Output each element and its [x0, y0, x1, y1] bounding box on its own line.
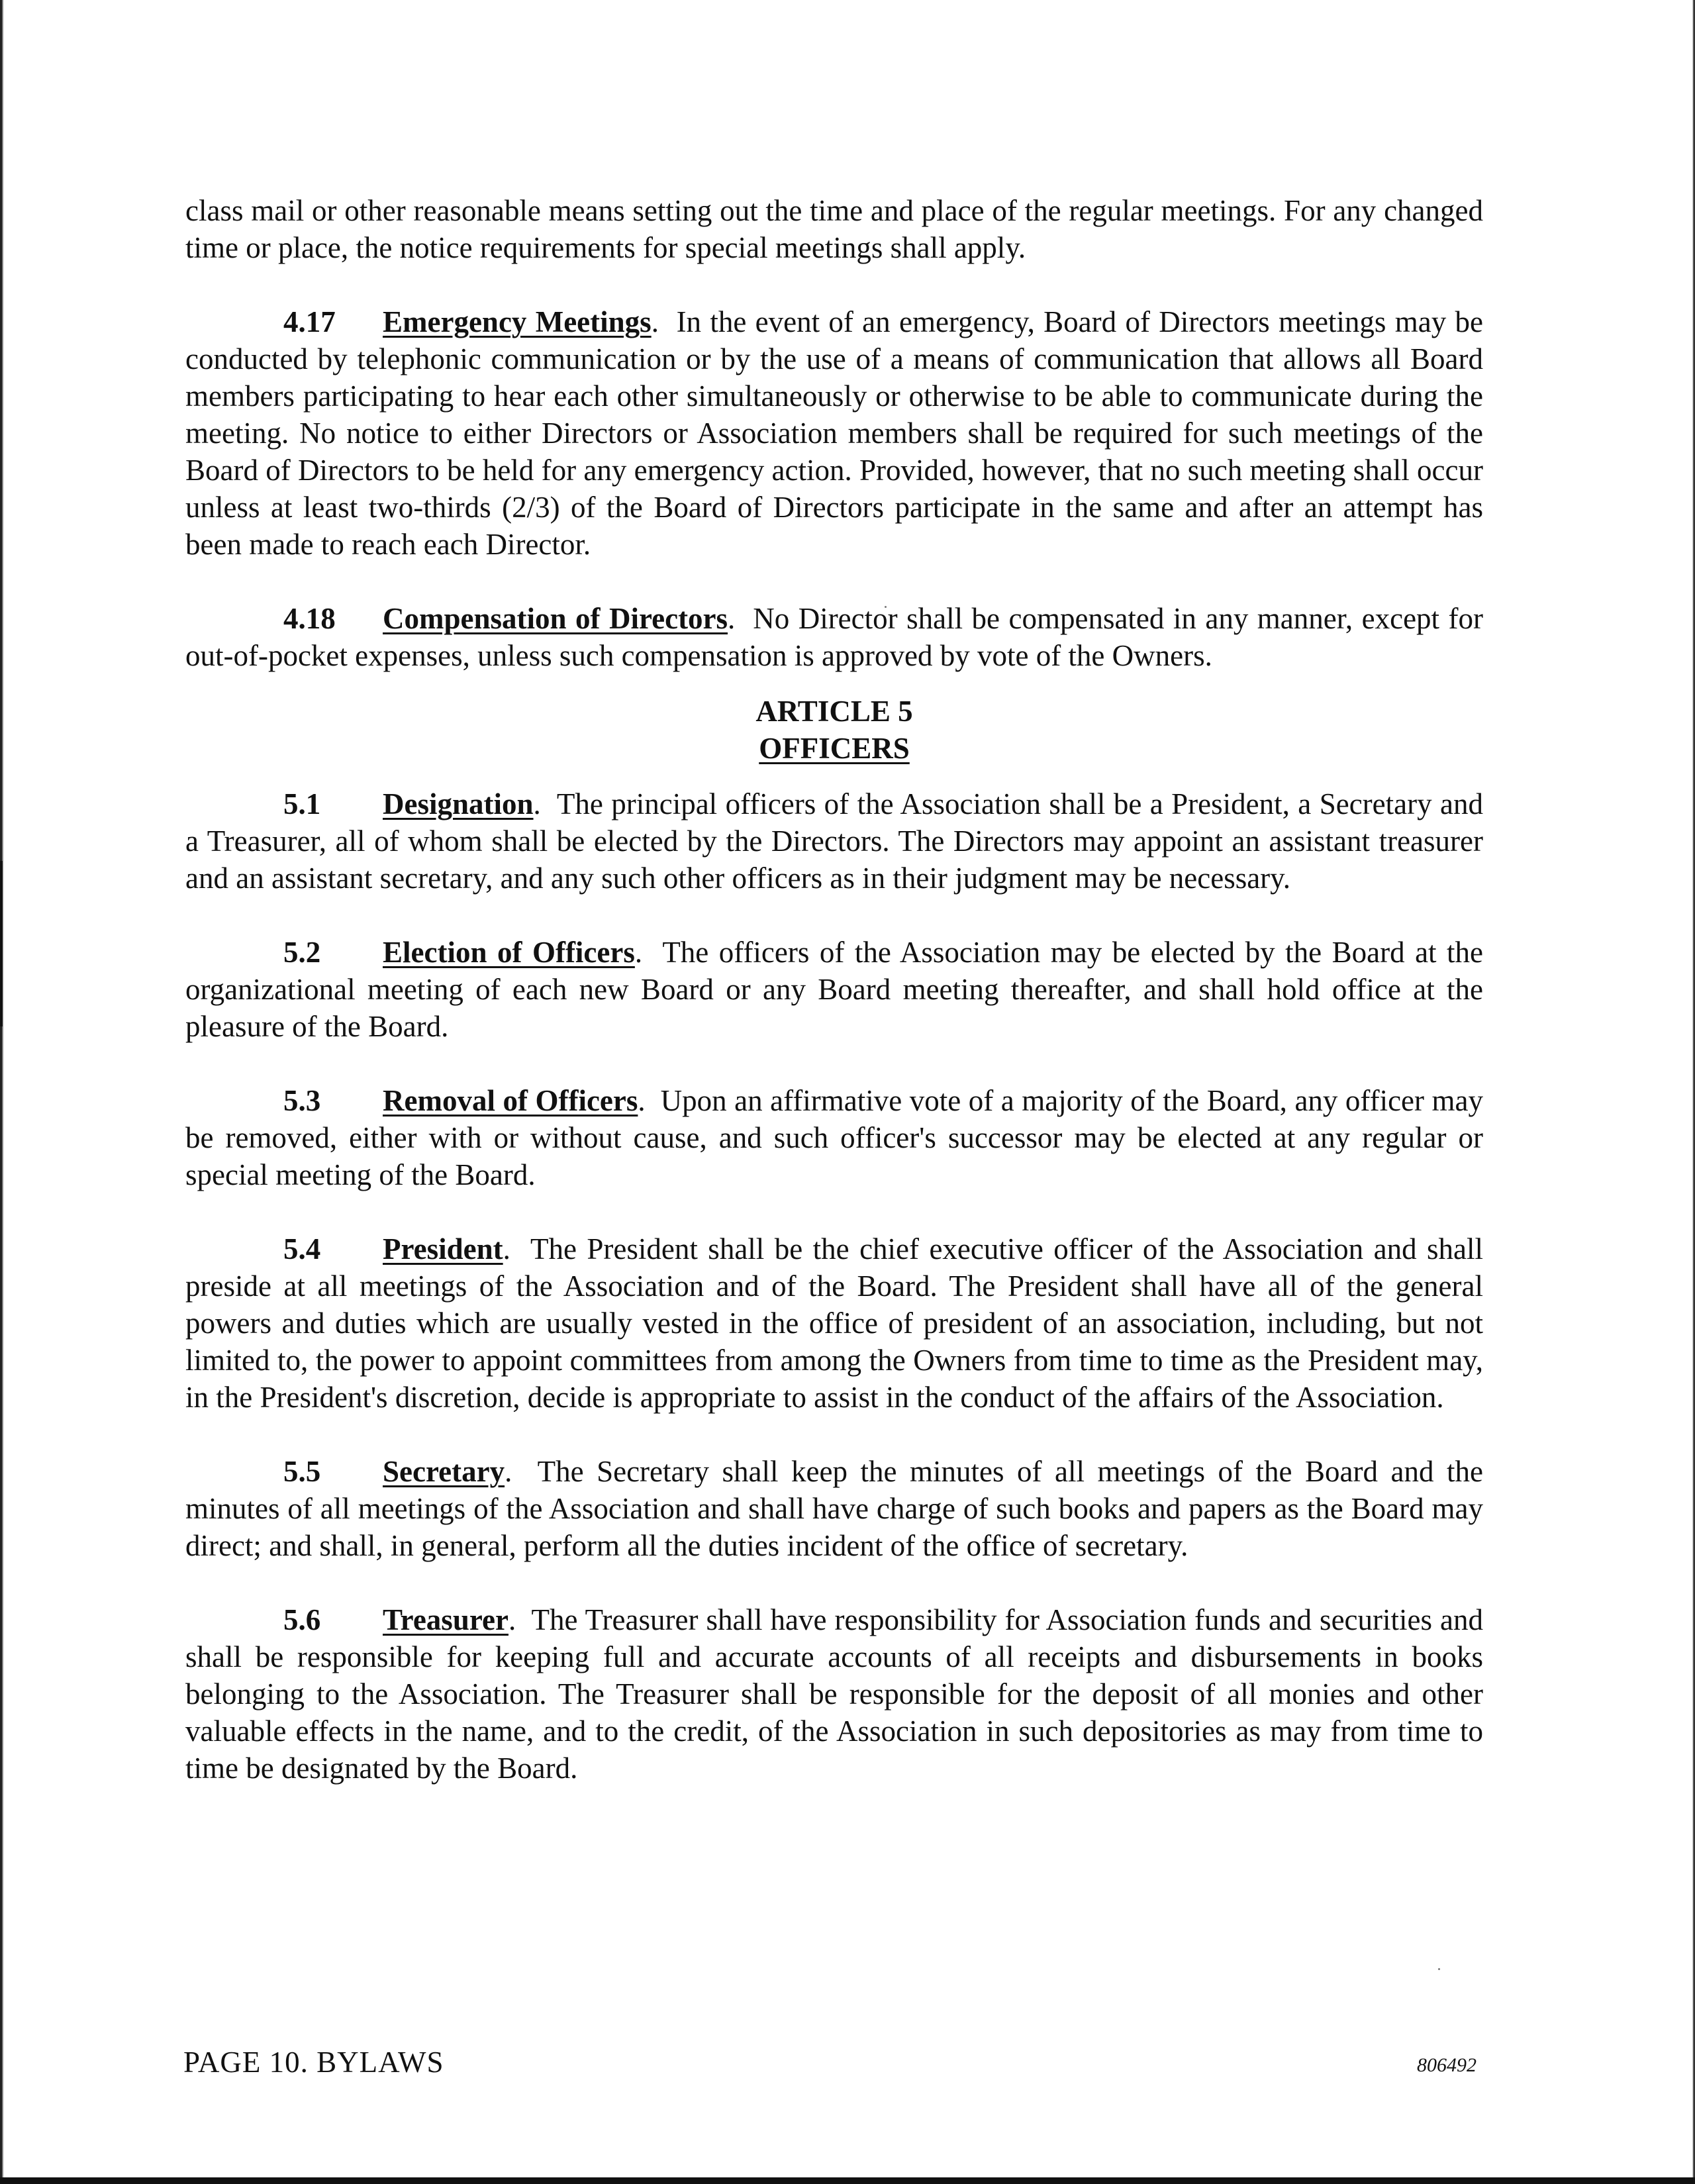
section-text: The Treasurer shall have responsibility for Association funds and securities and shall be responsible for keeping full and accurate accounts of all receipts and disbursements in books belonging to the Association. The Treasurer shall be responsible for the deposit of all monies and other valuable effects in the name, and to the credit, of the Association in such depositories as may from time to time be designated by the Board. — [185, 1603, 1483, 1785]
footer-document-id: 806492 — [1417, 2054, 1477, 2076]
section-heading: Treasurer — [383, 1603, 508, 1636]
section-heading: Election of Officers — [383, 936, 635, 969]
scan-edge-right — [1692, 0, 1695, 2179]
section-text: The President shall be the chief executive officer of the Association and shall preside at all meetings of the Association and of the Board. The President shall have all of the general powers and duties which are usually vested in the office of president of an association, including, but not limited to, the power to appoint committees from among the Owners from time to time as the President may, in the President's discretion, decide is appropriate to assist in the conduct of the affairs of the Association. — [185, 1232, 1484, 1414]
document-page — [185, 192, 1483, 1787]
section-5-5: 5.5 Secretary. The Secretary shall keep the minutes of all meetings of the Board and the minutes of all meetings of the Association and shall have charge of such books and papers as the Board may direct; and shall, in general, perform all the duties incident of the office of secretary. — [185, 1453, 1483, 1564]
section-heading: Secretary — [383, 1455, 505, 1488]
section-number: 4.17 — [283, 305, 336, 338]
footer-page-label: PAGE 10. BYLAWS — [183, 2046, 444, 2079]
section-text: The officers of the Association may be elected by the Board at the organizational meeting of each new Board or any Board meeting thereafter, and shall hold office at the pleasure of the Board. — [185, 936, 1484, 1043]
section-5-2: 5.2 Election of Officers. The officers of the Association may be elected by the Board at the organizational meeting of each new Board or any Board meeting thereafter, and shall hold office at the pleasure of the Board. — [185, 934, 1483, 1045]
section-5-1: 5.1 Designation. The principal officers of the Association shall be a President, a Secretary and a Treasurer, all of whom shall be elected by the Directors. The Directors may appoint an assistant treasurer and an assistant secretary, and any such other officers as in their judgment may be necessary. — [185, 785, 1483, 897]
section-5-3: 5.3 Removal of Officers. Upon an affirmative vote of a majority of the Board, any officer may be removed, either with or without cause, and such officer's successor may be elected at any regular or special meeting of the Board. — [185, 1082, 1483, 1193]
section-heading: Compensation of Directors — [383, 602, 728, 635]
section-heading: Emergency Meetings — [383, 305, 652, 338]
continued-paragraph: class mail or other reasonable means setting out the time and place of the regular meetings. For any changed time or place, the notice requirements for special meetings shall apply. — [185, 194, 1483, 264]
scan-edge-mark — [0, 861, 3, 1026]
section-text: In the event of an emergency, Board of Directors meetings may be conducted by telephonic communication or by the use of a means of communication that allows all Board members participating to hear each other simultaneously or otherwise to be able to communicate during the meeting. No notice to either Directors or Association members shall be required for such meetings of the Board of Directors to be held for any emergency action. Provided, however, that no such meeting shall occur unless at least two-thirds (2/3) of the Board of Directors participate in the same and after an attempt has been made to reach each Director. — [185, 305, 1484, 561]
scan-edge-left — [0, 0, 4, 2179]
section-4-18: 4.18 Compensation of Directors. No Director shall be compensated in any manner, except for out-of-pocket expenses, unless such compensation is approved by vote of the Owners. — [185, 600, 1483, 674]
section-4-17: 4.17 Emergency Meetings. In the event of an emergency, Board of Directors meetings may be conducted by telephonic communication or by the use of a means of communication that allows all Board members participating to hear each other simultaneously or otherwise to be able to communicate during the meeting. No notice to either Directors or Association members shall be required for such meetings of the Board of Directors to be held for any emergency action. Provided, however, that no such meeting shall occur unless at least two-thirds (2/3) of the Board of Directors participate in the same and after an attempt has been made to reach each Director. — [185, 303, 1483, 563]
article-heading — [185, 693, 1483, 767]
section-number: 5.4 — [283, 1232, 321, 1266]
section-number: 5.6 — [283, 1603, 321, 1636]
section-5-4: 5.4 President. The President shall be the chief executive officer of the Association and shall preside at all meetings of the Association and of the Board. The President shall have all of the general powers and duties which are usually vested in the office of president of an association, including, but not limited to, the power to appoint committees from among the Owners from time to time as the President may, in the President's discretion, decide is appropriate to assist in the conduct of the affairs of the Association. — [185, 1230, 1483, 1416]
article-title: OFFICERS — [759, 732, 910, 765]
section-heading: Designation — [383, 787, 534, 820]
section-text: Upon an affirmative vote of a majority of the Board, any officer may be removed, either with or without cause, and such officer's successor may be elected at any regular or special meeting of the Board. — [185, 1084, 1484, 1191]
section-5-6: 5.6 Treasurer. The Treasurer shall have responsibility for Association funds and securities and shall be responsible for keeping full and accurate accounts of all receipts and disbursements in books belonging to the Association. The Treasurer shall be responsible for the deposit of all monies and other valuable effects in the name, and to the credit, of the Association in such depositories as may from time to time be designated by the Board. — [185, 1601, 1483, 1787]
scan-speck — [1438, 1968, 1440, 1970]
article-number: ARTICLE 5 — [755, 695, 913, 728]
section-number: 4.18 — [283, 602, 336, 635]
scan-edge-bottom — [0, 2177, 1695, 2184]
section-text: The principal officers of the Association shall be a President, a Secretary and a Treasurer, all of whom shall be elected by the Directors. The Directors may appoint an assistant treasurer and an assistant secretary, and any such other officers as in their judgment may be necessary. — [185, 787, 1483, 895]
section-text: The Secretary shall keep the minutes of all meetings of the Board and the minutes of all meetings of the Association and shall have charge of such books and papers as the Board may direct; and shall, in general, perform all the duties incident of the office of secretary. — [185, 1455, 1484, 1562]
section-number: 5.1 — [283, 787, 321, 820]
section-text: No Director shall be compensated in any manner, except for out-of-pocket expenses, unless such compensation is approved by vote of the Owners. — [185, 602, 1483, 672]
section-heading: President — [383, 1232, 503, 1266]
section-number: 5.3 — [283, 1084, 321, 1117]
section-number: 5.5 — [283, 1455, 321, 1488]
section-heading: Removal of Officers — [383, 1084, 638, 1117]
section-number: 5.2 — [283, 936, 321, 969]
